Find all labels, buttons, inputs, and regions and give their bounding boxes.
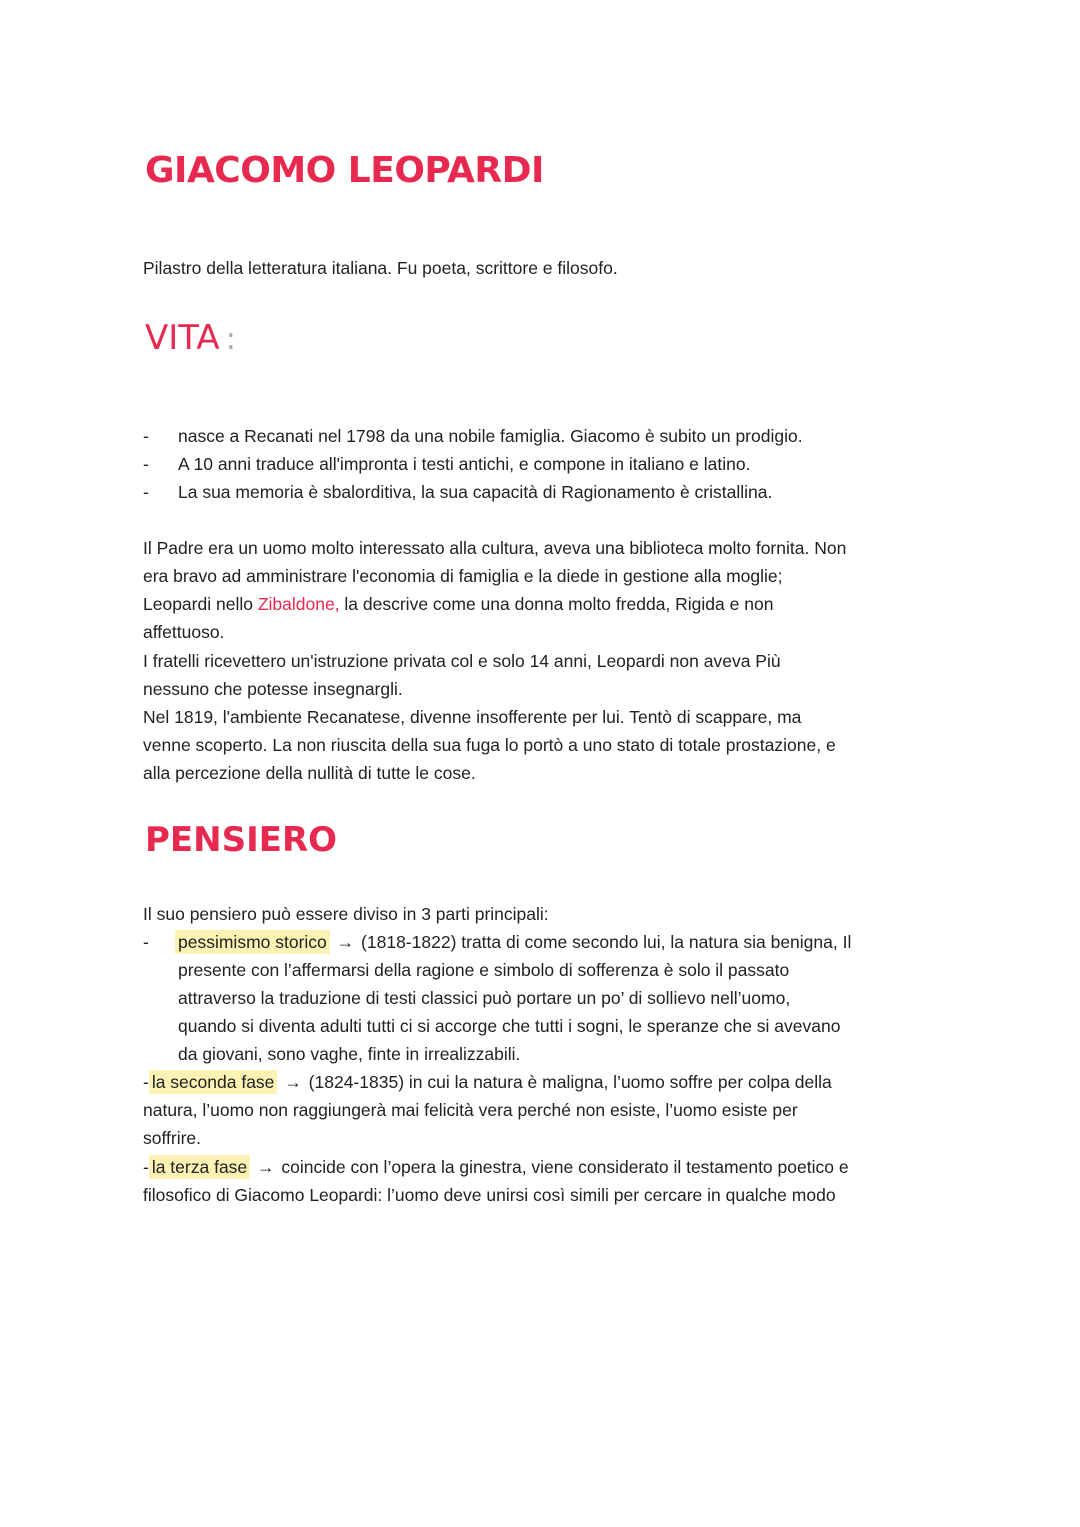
vita-para-line: Nel 1819, l'ambiente Recanatese, divenne insofferente per lui. Tentò di scappare, ma xyxy=(143,707,802,727)
vita-bullet-2: A 10 anni traduce all'impronta i testi antichi, e compone in italiano e latino. xyxy=(178,454,751,474)
phase2-marker: - xyxy=(143,1072,149,1092)
vita-para-line: I fratelli ricevettero un'istruzione privata col e solo 14 anni, Leopardi non aveva Più xyxy=(143,651,781,671)
bullet-marker: - xyxy=(143,426,149,446)
phase1-line xyxy=(178,928,851,956)
document-title: GIACOMO LEOPARDI xyxy=(145,150,544,191)
vita-heading-colon: : xyxy=(225,322,236,357)
vita-para-text: la descrive come una donna molto fredda, Rigida e non xyxy=(339,594,774,614)
phase2-line: soffrire. xyxy=(143,1128,202,1148)
arrow-icon: → xyxy=(336,932,355,952)
bullet-marker: - xyxy=(143,482,149,502)
vita-para-line: nessuno che potesse insegnargli. xyxy=(143,679,403,699)
phase3-text: coincide con l’opera la ginestra, viene considerato il testamento poetico e xyxy=(281,1157,849,1177)
vita-para-line: venne scoperto. La non riuscita della sua fuga lo portò a uno stato di totale prostazione, e xyxy=(143,735,836,755)
phase3-marker: - xyxy=(143,1157,149,1177)
zibaldone-link[interactable]: Zibaldone, xyxy=(257,594,340,614)
arrow-icon: → xyxy=(284,1072,302,1092)
phase1-line: presente con l’affermarsi della ragione e simbolo di sofferenza è solo il passato xyxy=(178,960,790,980)
vita-bullet-1: nasce a Recanati nel 1798 da una nobile famiglia. Giacomo è subito un prodigio. xyxy=(178,426,803,446)
vita-para-line: affettuoso. xyxy=(143,622,225,642)
phase2-text: (1824-1835) in cui la natura è maligna, l’uomo soffre per colpa della xyxy=(308,1072,832,1092)
vita-bullet-3: La sua memoria è sbalorditiva, la sua capacità di Ragionamento è cristallina. xyxy=(178,482,773,502)
phase1-line: da giovani, sono vaghe, finte in irrealizzabili. xyxy=(178,1044,521,1064)
phase2-label: la seconda fase xyxy=(149,1070,278,1094)
phase3-label: la terza fase xyxy=(149,1155,250,1179)
pensiero-heading: PENSIERO xyxy=(145,820,338,860)
arrow-icon: → xyxy=(257,1157,275,1177)
phase2-line xyxy=(143,1068,832,1096)
vita-para-line xyxy=(143,590,773,618)
bullet-marker: - xyxy=(143,932,149,952)
phase3-line xyxy=(143,1153,849,1181)
phase1-line: quando si diventa adulti tutti ci si accorge che tutti i sogni, le speranze che si avevano xyxy=(178,1016,841,1036)
phase2-line: natura, l’uomo non raggiungerà mai felicità vera perché non esiste, l’uomo esiste per xyxy=(143,1100,798,1120)
vita-para-line: era bravo ad amministrare l'economia di famiglia e la diede in gestione alla moglie; xyxy=(143,566,783,586)
vita-para-text: Leopardi nello xyxy=(143,594,258,614)
pensiero-intro: Il suo pensiero può essere diviso in 3 parti principali: xyxy=(143,904,549,924)
vita-heading-text: VITA xyxy=(145,318,220,358)
phase1-line: attraverso la traduzione di testi classici può portare un po’ di sollievo nell’uomo, xyxy=(178,988,791,1008)
vita-heading xyxy=(145,318,236,358)
phase1-label: pessimismo storico xyxy=(175,930,330,954)
intro-text: Pilastro della letteratura italiana. Fu poeta, scrittore e filosofo. xyxy=(143,258,618,278)
vita-para-line: alla percezione della nullità di tutte le cose. xyxy=(143,763,476,783)
vita-para-line: Il Padre era un uomo molto interessato alla cultura, aveva una biblioteca molto fornita. Non xyxy=(143,538,847,558)
phase3-line: filosofico di Giacomo Leopardi: l’uomo deve unirsi così simili per cercare in qualche modo xyxy=(143,1185,836,1205)
bullet-marker: - xyxy=(143,454,149,474)
phase1-text: (1818-1822) tratta di come secondo lui, la natura sia benigna, Il xyxy=(361,932,852,952)
